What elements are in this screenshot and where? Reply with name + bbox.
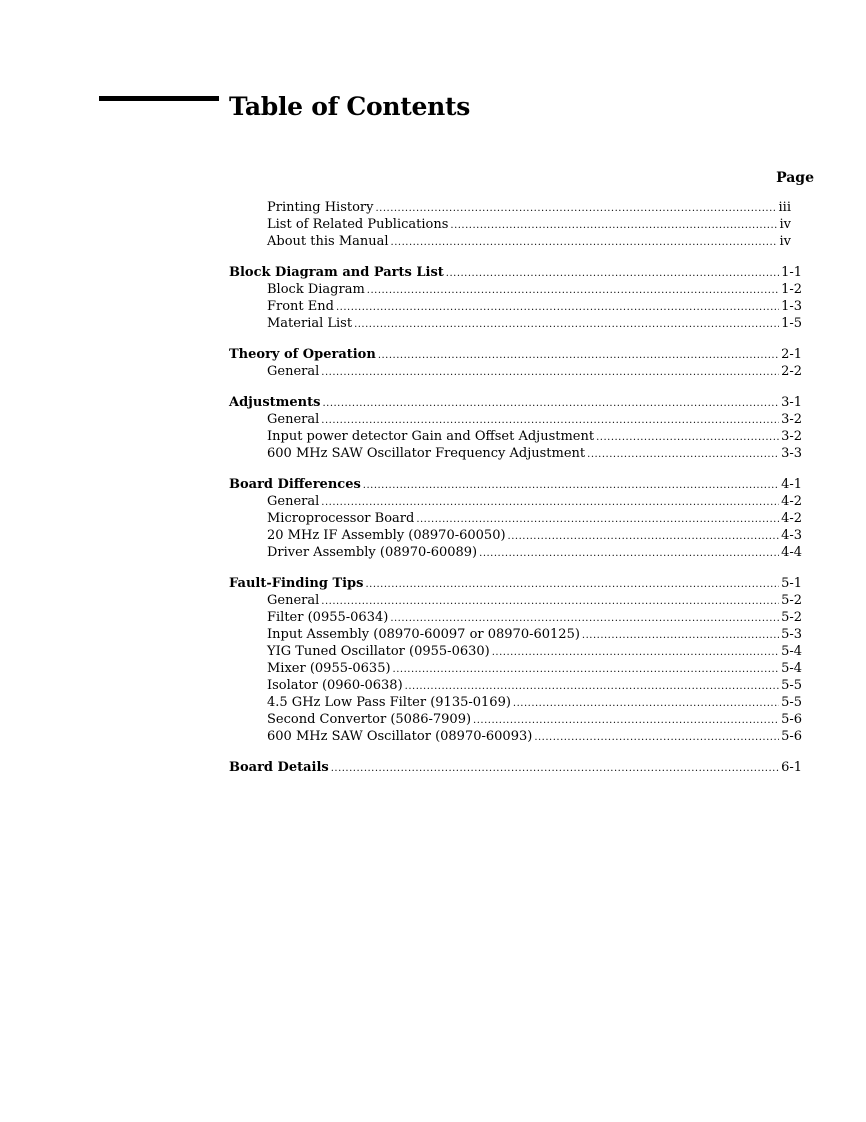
toc-entry-page: iv xyxy=(779,234,791,249)
toc-entry-page: 4-2 xyxy=(781,494,802,509)
toc-section-entry[interactable] xyxy=(229,315,802,332)
toc-section-entry[interactable] xyxy=(229,660,802,677)
page-column-header: Page xyxy=(776,170,814,186)
toc-entry-page: iii xyxy=(778,200,791,215)
toc-entry-label: General xyxy=(267,412,320,427)
dot-leader xyxy=(367,282,779,299)
dot-leader xyxy=(375,200,776,217)
dot-leader xyxy=(582,627,779,644)
toc-front-matter-entry[interactable] xyxy=(229,233,802,250)
toc-section-entry[interactable] xyxy=(229,544,802,561)
toc-entry-label: Block Diagram and Parts List xyxy=(229,265,444,280)
chapter-group xyxy=(229,759,802,776)
toc-entry-page: 4-3 xyxy=(781,528,802,543)
toc-entry-page: 5-6 xyxy=(781,729,802,744)
toc-entry-page: 5-5 xyxy=(781,695,802,710)
toc-entry-label: Board Details xyxy=(229,760,329,775)
toc-section-entry[interactable] xyxy=(229,592,802,609)
toc-entry-label: Mixer (0955-0635) xyxy=(267,661,391,676)
toc-chapter-entry[interactable] xyxy=(229,759,802,776)
chapter-group xyxy=(229,394,802,462)
toc-entry-label: Material List xyxy=(267,316,353,331)
dot-leader xyxy=(354,316,779,333)
toc-entry-page: 1-5 xyxy=(781,316,802,331)
dot-leader xyxy=(378,347,779,364)
toc-section-entry[interactable] xyxy=(229,281,802,298)
dot-leader xyxy=(587,446,779,463)
toc-entry-label: 20 MHz IF Assembly (08970-60050) xyxy=(267,528,506,543)
toc-entry-label: General xyxy=(267,494,320,509)
toc-entry-label: Input Assembly (08970-60097 or 08970-60125) xyxy=(267,627,580,642)
toc-entry-page: 5-5 xyxy=(781,678,802,693)
dot-leader xyxy=(321,364,779,381)
dot-leader xyxy=(321,412,779,429)
dot-leader xyxy=(331,760,779,777)
toc-entry-label: Filter (0955-0634) xyxy=(267,610,389,625)
dot-leader xyxy=(450,217,777,234)
toc-entry-label: Isolator (0960-0638) xyxy=(267,678,403,693)
toc-section-entry[interactable] xyxy=(229,694,802,711)
dot-leader xyxy=(479,545,779,562)
toc-entry-label: YIG Tuned Oscillator (0955-0630) xyxy=(267,644,490,659)
toc-section-entry[interactable] xyxy=(229,728,802,745)
toc-section-entry[interactable] xyxy=(229,626,802,643)
chapter-group xyxy=(229,264,802,332)
toc-entry-label: 600 MHz SAW Oscillator (08970-60093) xyxy=(267,729,533,744)
toc-entry-label: 4.5 GHz Low Pass Filter (9135-0169) xyxy=(267,695,511,710)
toc-entry-page: 2-2 xyxy=(781,364,802,379)
toc-entry-label: Driver Assembly (08970-60089) xyxy=(267,545,478,560)
toc-entry-label: List of Related Publications xyxy=(267,217,449,232)
dot-leader xyxy=(363,477,779,494)
dot-leader xyxy=(365,576,779,593)
toc-entry-page: 1-3 xyxy=(781,299,802,314)
toc-entry-page: 4-1 xyxy=(781,477,802,492)
toc-entry-page: 5-4 xyxy=(781,644,802,659)
toc-entry-label: About this Manual xyxy=(267,234,389,249)
dot-leader xyxy=(393,661,780,678)
toc-entry-page: 5-4 xyxy=(781,661,802,676)
dot-leader xyxy=(405,678,779,695)
toc-entry-page: iv xyxy=(779,217,791,232)
toc-chapter-entry[interactable] xyxy=(229,575,802,592)
toc-entry-page: 5-6 xyxy=(781,712,802,727)
dot-leader xyxy=(416,511,779,528)
toc-entry-label: Microprocessor Board xyxy=(267,511,415,526)
toc-entry-label: Theory of Operation xyxy=(229,347,376,362)
toc-section-entry[interactable] xyxy=(229,411,802,428)
chapter-group xyxy=(229,476,802,561)
chapter-group xyxy=(229,575,802,745)
toc-entry-label: Adjustments xyxy=(229,395,321,410)
toc-chapter-entry[interactable] xyxy=(229,476,802,493)
toc-entry-label: Front End xyxy=(267,299,334,314)
toc-section-entry[interactable] xyxy=(229,609,802,626)
toc-chapter-entry[interactable] xyxy=(229,394,802,411)
toc-front-matter-entry[interactable] xyxy=(229,199,802,216)
toc-entry-label: Fault-Finding Tips xyxy=(229,576,364,591)
dot-leader xyxy=(534,729,779,746)
toc-entry-page: 3-2 xyxy=(781,412,802,427)
toc-entry-page: 5-1 xyxy=(781,576,802,591)
toc-entry-label: Printing History xyxy=(267,200,374,215)
dot-leader xyxy=(336,299,779,316)
toc-entry-page: 3-3 xyxy=(781,446,802,461)
toc-chapter-entry[interactable] xyxy=(229,264,802,281)
front-matter-group xyxy=(229,199,802,250)
toc-section-entry[interactable] xyxy=(229,711,802,728)
toc-section-entry[interactable] xyxy=(229,298,802,315)
toc-section-entry[interactable] xyxy=(229,677,802,694)
page-title: Table of Contents xyxy=(229,92,471,121)
title-rule xyxy=(99,96,219,101)
dot-leader xyxy=(390,610,779,627)
toc-entry-label: General xyxy=(267,593,320,608)
dot-leader xyxy=(492,644,779,661)
toc-entry-page: 4-2 xyxy=(781,511,802,526)
toc-entry-label: Input power detector Gain and Offset Adjustment xyxy=(267,429,595,444)
toc-entry-page: 1-1 xyxy=(781,265,802,280)
toc-section-entry[interactable] xyxy=(229,363,802,380)
dot-leader xyxy=(321,593,779,610)
toc-entry-page: 5-2 xyxy=(781,593,802,608)
toc-entry-page: 3-2 xyxy=(781,429,802,444)
toc-entry-label: Second Convertor (5086-7909) xyxy=(267,712,472,727)
toc-entry-page: 5-3 xyxy=(781,627,802,642)
dot-leader xyxy=(321,494,779,511)
toc-chapter-entry[interactable] xyxy=(229,346,802,363)
table-of-contents xyxy=(229,199,802,790)
dot-leader xyxy=(322,395,779,412)
toc-section-entry[interactable] xyxy=(229,643,802,660)
toc-entry-label: 600 MHz SAW Oscillator Frequency Adjustment xyxy=(267,446,586,461)
dot-leader xyxy=(473,712,779,729)
toc-section-entry[interactable] xyxy=(229,510,802,527)
toc-section-entry[interactable] xyxy=(229,428,802,445)
dot-leader xyxy=(446,265,779,282)
toc-section-entry[interactable] xyxy=(229,527,802,544)
toc-section-entry[interactable] xyxy=(229,445,802,462)
toc-section-entry[interactable] xyxy=(229,493,802,510)
toc-entry-label: Block Diagram xyxy=(267,282,365,297)
toc-entry-label: General xyxy=(267,364,320,379)
toc-entry-page: 4-4 xyxy=(781,545,802,560)
toc-entry-page: 1-2 xyxy=(781,282,802,297)
dot-leader xyxy=(508,528,780,545)
toc-entry-page: 3-1 xyxy=(781,395,802,410)
toc-entry-page: 6-1 xyxy=(781,760,802,775)
toc-entry-page: 2-1 xyxy=(781,347,802,362)
chapter-group xyxy=(229,346,802,380)
toc-entry-label: Board Differences xyxy=(229,477,361,492)
dot-leader xyxy=(596,429,779,446)
toc-front-matter-entry[interactable] xyxy=(229,216,802,233)
toc-entry-page: 5-2 xyxy=(781,610,802,625)
dot-leader xyxy=(391,234,778,251)
dot-leader xyxy=(513,695,779,712)
